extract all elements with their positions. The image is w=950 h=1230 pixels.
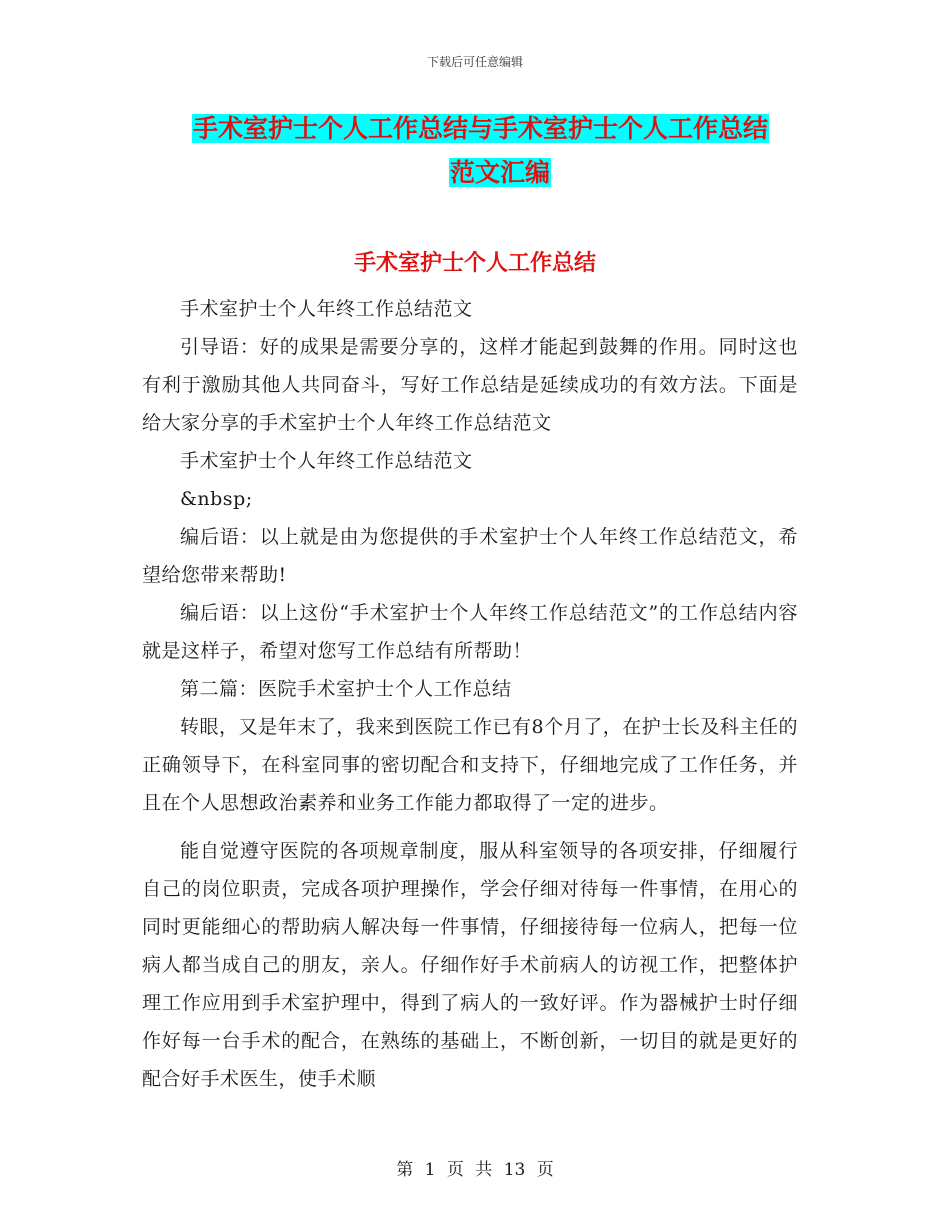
title-highlight: 范文汇编 xyxy=(449,158,550,187)
document-title-line-2 xyxy=(192,155,808,191)
paragraph: 能自觉遵守医院的各项规章制度，服从科室领导的各项安排，仔细履行自己的岗位职责，完成各项护理操作，学会仔细对待每一件事情，在用心的同时更能细心的帮助病人解决每一件事情，仔细接待每一位病人，把每一位病人都当成自己的朋友，亲人。仔细作好手术前病人的访视工作，把整体护理工作应用到手术室护理中，得到了病人的一致好评。作为器械护士时仔细作好每一台手术的配合，在熟练的基础上，不断创新，一切目的就是更好的配合好手术医生，使手术顺 xyxy=(142,840,798,1090)
section-heading: 手术室护士个人工作总结 xyxy=(353,251,596,276)
title-highlight: 手术室护士个人工作总结与手术室护士个人工作总结 xyxy=(193,114,769,143)
document-body xyxy=(142,290,798,1098)
paragraph: 第二篇：医院手术室护士个人工作总结 xyxy=(180,678,512,700)
page-footer: 第 1 页 共 13 页 xyxy=(396,1160,554,1180)
document-title-line-1 xyxy=(192,111,808,147)
paragraph: 引导语：好的成果是需要分享的，这样才能起到鼓舞的作用。同时这也有利于激励其他人共同奋斗，写好工作总结是延续成功的有效方法。下面是给大家分享的手术室护士个人年终工作总结范文 xyxy=(142,336,798,434)
paragraph: &nbsp; xyxy=(180,488,253,510)
page-header-note: 下载后可任意编辑 xyxy=(426,55,523,69)
paragraph: 编后语：以上就是由为您提供的手术室护士个人年终工作总结范文，希望给您带来帮助! xyxy=(142,526,798,586)
paragraph: 编后语：以上这份“手术室护士个人年终工作总结范文”的工作总结内容就是这样子，希望对您写工作总结有所帮助！ xyxy=(142,602,798,662)
paragraph: 转眼，又是年末了，我来到医院工作已有8个月了，在护士长及科主任的正确领导下，在科室同事的密切配合和支持下，仔细地完成了工作任务，并且在个人思想政治素养和业务工作能力都取得了一定的进步。 xyxy=(142,716,798,814)
paragraph: 手术室护士个人年终工作总结范文 xyxy=(180,450,473,472)
paragraph: 手术室护士个人年终工作总结范文 xyxy=(180,298,473,320)
